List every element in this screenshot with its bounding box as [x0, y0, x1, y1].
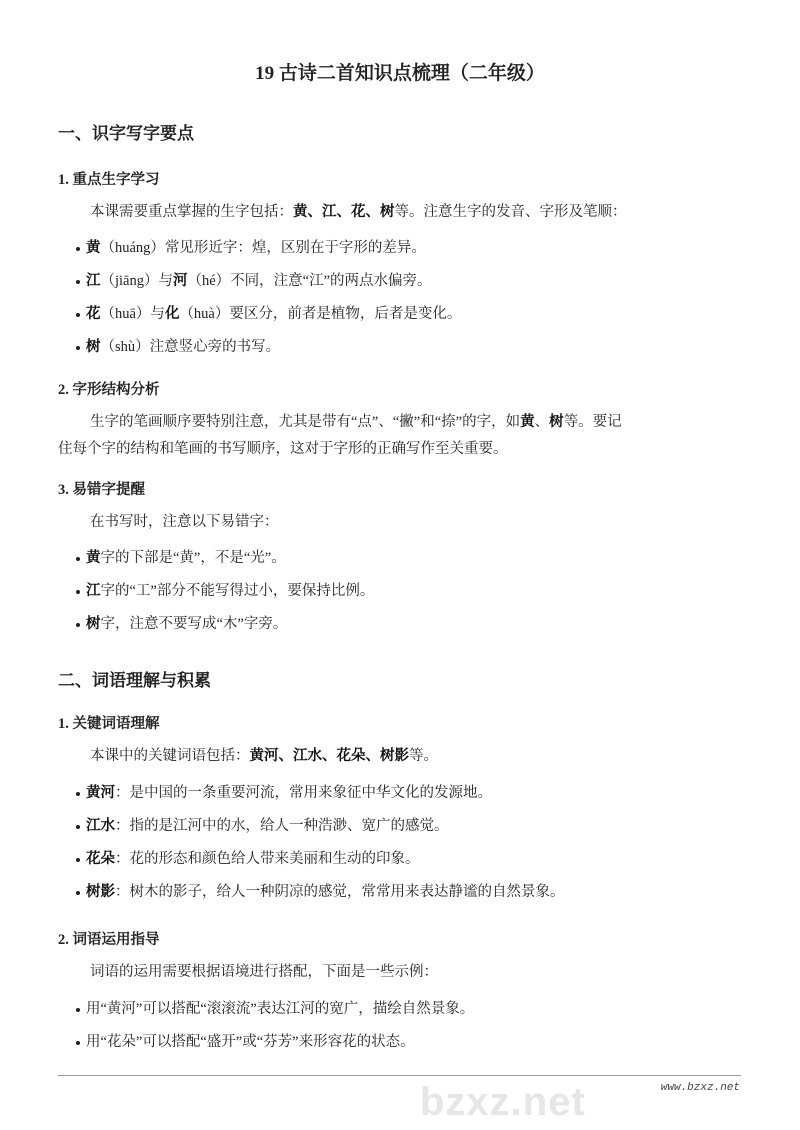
text: （huà）要区分，前者是植物，后者是变化。 — [179, 306, 462, 322]
text: 二、词语理解与积累 — [58, 671, 211, 690]
list-item — [76, 882, 565, 902]
section-heading — [58, 124, 194, 144]
list-item — [76, 816, 449, 836]
text: 3. 易错字提醒 — [58, 482, 145, 498]
text: ：指的是江河中的水，给人一种浩渺、宽广的感觉。 — [115, 818, 449, 834]
text: 1. 重点生字学习 — [58, 172, 160, 188]
text: 一、识字写字要点 — [58, 124, 194, 143]
text: 住每个字的结构和笔画的书写顺序，这对于字形的正确写作至关重要。 — [58, 441, 508, 457]
text: 本课需要重点掌握的生字包括： — [90, 204, 293, 220]
bold-text: 江 — [86, 583, 101, 599]
footer-url: www.bzxz.net — [660, 1082, 740, 1094]
bold-text: 黄、江、花、树 — [293, 204, 395, 220]
text: （shù）注意竖心旁的书写。 — [100, 339, 281, 355]
text: 用“花朵”可以搭配“盛开”或“芬芳”来形容花的状态。 — [86, 1034, 415, 1050]
bold-text: 黄 — [520, 414, 535, 430]
list-item — [76, 271, 432, 291]
subsection-heading — [58, 930, 160, 950]
bold-text: 黄 — [86, 550, 101, 566]
subsection-heading — [58, 380, 160, 400]
bullet-icon — [76, 346, 80, 350]
text: ：树木的影子，给人一种阴凉的感觉，常常用来表达静谧的自然景象。 — [115, 884, 565, 900]
text: ：花的形态和颜色给人带来美丽和生动的印象。 — [115, 851, 420, 867]
bold-text: 江水 — [86, 818, 115, 834]
text: 2. 词语运用指导 — [58, 932, 160, 948]
bullet-icon — [76, 858, 80, 862]
bullet-icon — [76, 280, 80, 284]
text: 、 — [534, 414, 550, 430]
list-item — [76, 783, 492, 803]
bold-text: 河 — [173, 273, 188, 289]
text: （jiāng）与 — [100, 273, 173, 289]
list-item — [76, 1032, 415, 1052]
text: 1. 关键词语理解 — [58, 716, 160, 732]
bold-text: 黄河、江水、花朵、树影 — [249, 748, 409, 764]
text: 字，注意不要写成“木”字旁。 — [100, 616, 288, 632]
subsection-heading — [58, 480, 145, 500]
text: 等。要记 — [563, 414, 622, 430]
text: 字的“工”部分不能写得过小，要保持比例。 — [100, 583, 375, 599]
text: 用“黄河”可以搭配“滚滚流”表达江河的宽广，描绘自然景象。 — [86, 1001, 475, 1017]
text: 词语的运用需要根据语境进行搭配，下面是一些示例： — [90, 964, 438, 980]
bullet-icon — [76, 313, 80, 317]
list-item — [76, 614, 287, 634]
paragraph — [90, 746, 438, 766]
text: 在书写时，注意以下易错字： — [90, 514, 279, 530]
bold-text: 黄河 — [86, 785, 115, 801]
bold-text: 树 — [549, 414, 564, 430]
text: 2. 字形结构分析 — [58, 382, 160, 398]
text: 生字的笔画顺序要特别注意，尤其是带有“点”、“撇”和“捺”的字，如 — [90, 414, 521, 430]
bold-text: 江 — [86, 273, 101, 289]
bold-text: 花朵 — [86, 851, 115, 867]
bullet-icon — [76, 1041, 80, 1045]
text: 本课中的关键词语包括： — [90, 748, 250, 764]
text: （huā）与 — [100, 306, 165, 322]
watermark: bzxz.net — [420, 1080, 586, 1124]
bullet-icon — [76, 247, 80, 251]
list-item — [76, 548, 286, 568]
paragraph — [90, 962, 438, 982]
bullet-icon — [76, 590, 80, 594]
text: 等。注意生字的发音、字形及笔顺： — [394, 204, 627, 220]
bold-text: 花 — [86, 306, 101, 322]
document-title: 19 古诗二首知识点梳理（二年级） — [255, 63, 545, 84]
text: （hé）不同，注意“江”的两点水偏旁。 — [187, 273, 432, 289]
bold-text: 黄 — [86, 240, 101, 256]
list-item — [76, 849, 420, 869]
paragraph — [90, 412, 622, 432]
bold-text: 化 — [164, 306, 180, 322]
subsection-heading — [58, 714, 160, 734]
bold-text: 树 — [86, 616, 101, 632]
bullet-icon — [76, 825, 80, 829]
list-item — [76, 581, 374, 601]
list-item — [76, 999, 474, 1019]
bold-text: 树 — [86, 339, 101, 355]
list-item — [76, 304, 461, 324]
bullet-icon — [76, 1008, 80, 1012]
bullet-icon — [76, 891, 80, 895]
text: ：是中国的一条重要河流，常用来象征中华文化的发源地。 — [115, 785, 492, 801]
list-item — [76, 238, 426, 258]
paragraph — [90, 202, 627, 222]
bold-text: 树影 — [86, 884, 115, 900]
bullet-icon — [76, 792, 80, 796]
paragraph — [90, 512, 279, 532]
footer-divider — [58, 1075, 741, 1076]
text: 等。 — [409, 748, 438, 764]
list-item — [76, 337, 280, 357]
section-heading — [58, 671, 211, 691]
bullet-icon — [76, 557, 80, 561]
paragraph-continued — [58, 439, 508, 459]
text: 字的下部是“黄”，不是“光”。 — [100, 550, 286, 566]
bullet-icon — [76, 623, 80, 627]
subsection-heading — [58, 170, 160, 190]
text: （huáng）常见形近字：煌，区别在于字形的差异。 — [100, 240, 426, 256]
